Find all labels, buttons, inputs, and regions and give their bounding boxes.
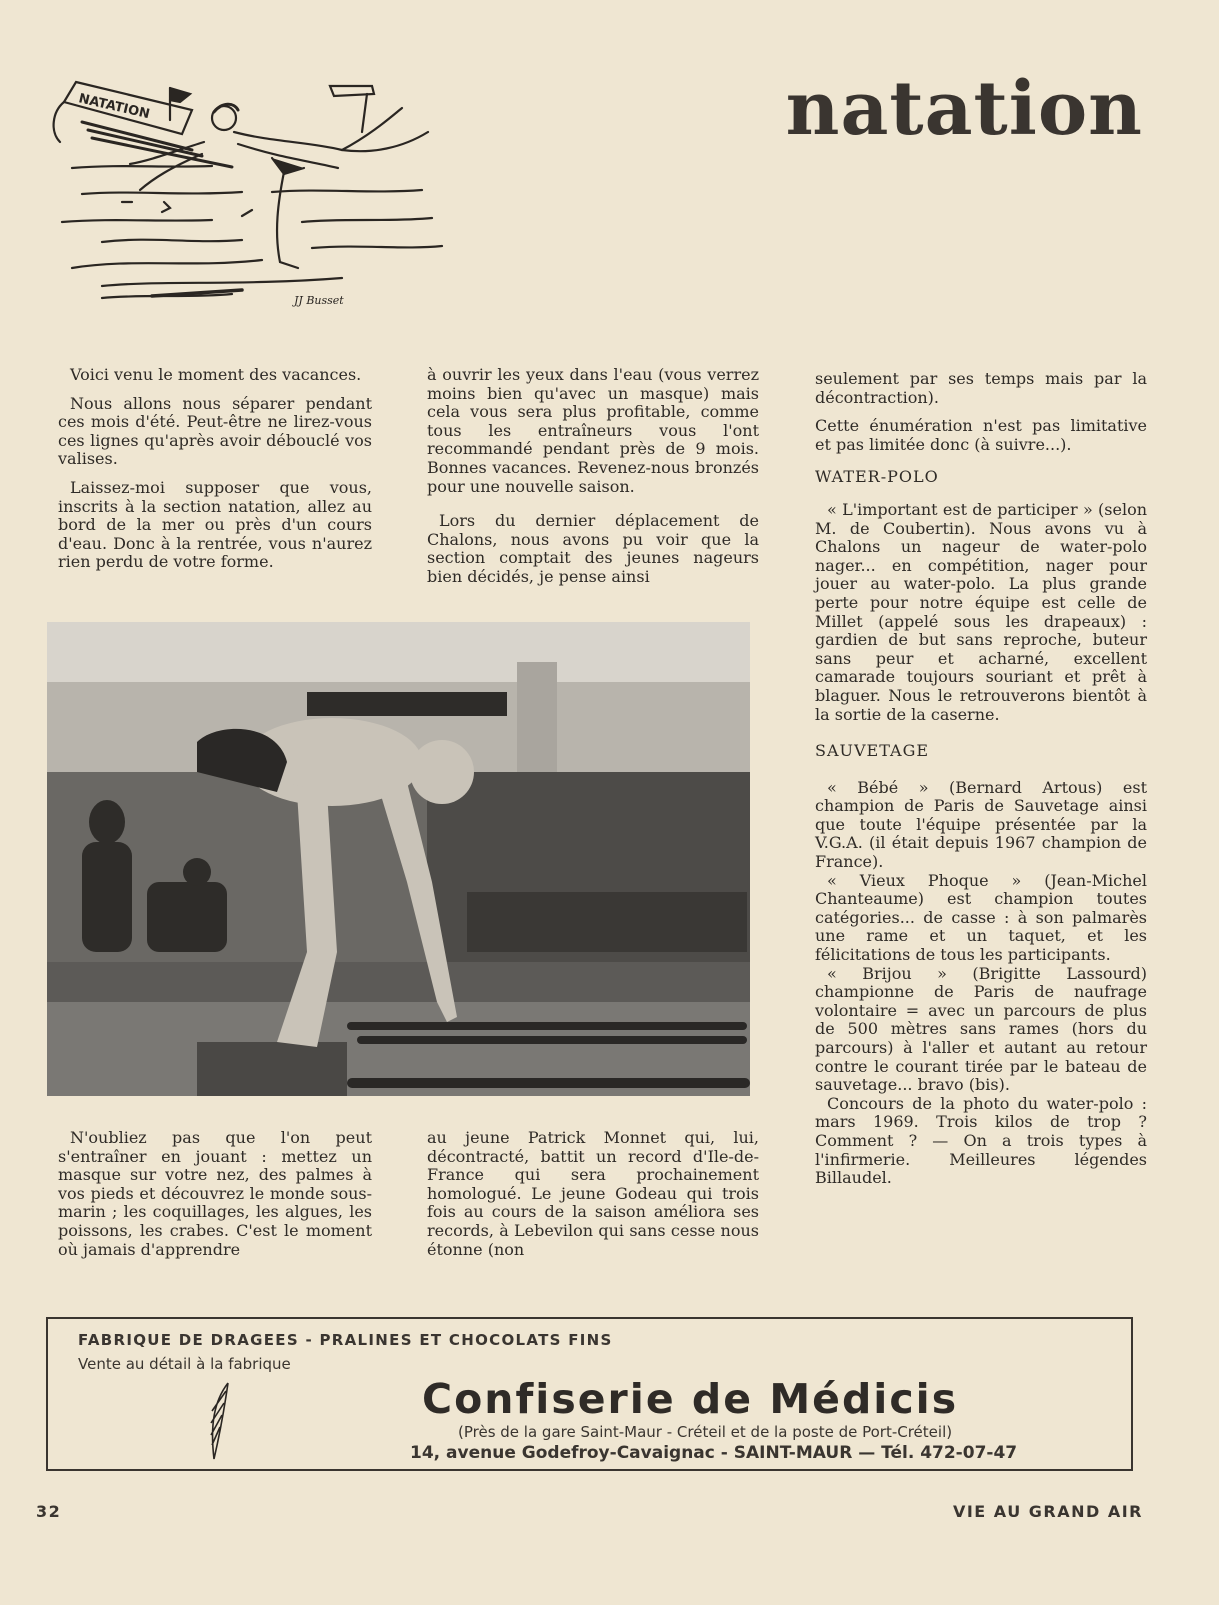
feather-icon	[206, 1381, 236, 1463]
ad-company-name: Confiserie de Médicis	[422, 1375, 959, 1423]
ad-retail-line: Vente au détail à la fabrique	[78, 1355, 291, 1373]
column-3	[815, 370, 1147, 1188]
column-2-bottom	[427, 1129, 759, 1259]
paragraph: « Vieux Phoque » (Jean-Michel Chanteaume) est champion toutes catégories... de casse : à son palmarès une rame et un taquet, et les félicitations de tous les participants.	[815, 870, 1147, 965]
page-number: 32	[36, 1502, 62, 1521]
paragraph: seulement par ses temps mais par la décontraction).	[815, 369, 1147, 407]
paragraph: au jeune Patrick Monnet qui, lui, décontracté, battit un record d'Ile-de-France qui sera prochainement homologué. Le jeune Godeau qui trois fois au cours de la saison améliora ses records, à Lebevilon qui sans cesse nous étonne (non	[427, 1128, 759, 1259]
paragraph: à ouvrir les yeux dans l'eau (vous verrez moins bien qu'avec un masque) mais cela vous sera plus profitable, comme tous les entraîneurs vous l'ont recommandé pendant près de 9 mois. Bonnes vacances. Revenez-nous bronzés pour une nouvelle saison.	[427, 365, 759, 496]
subheading-sauvetage: SAUVETAGE	[815, 741, 930, 761]
advertisement-box	[46, 1317, 1133, 1471]
paragraph: « Brijou » (Brigitte Lassourd) championne de Paris de naufrage volontaire = avec un parcours de plus de 500 mètres sans rames (hors du parcours) à l'aller et autant au retour contre le courant tirée par le bateau de sauvetage... bravo (bis).	[815, 963, 1147, 1095]
paragraph: N'oubliez pas que l'on peut s'entraîner en jouant : mettez un masque sur votre nez, des palmes à vos pieds et découvrez le monde sous-marin ; les coquillages, les algues, les poissons, les crabes. C'est le moment où jamais d'apprendre	[58, 1128, 372, 1259]
paragraph: « L'important est de participer » (selon M. de Coubertin). Nous avons vu à Chalons un nageur de water-polo nager... en compétition, nager pour jouer au water-polo. La plus grande perte pour notre équipe est celle de Millet (appelé sous les drapeaux) : gardien de but sans reproche, buteur sans peur et acharné, excellent camarade toujours souriant et prêt à blaguer. Nous le retrouverons bientôt à la sortie de la caserne.	[815, 499, 1147, 724]
paragraph: Voici venu le moment des vacances.	[70, 365, 362, 384]
page-title: natation	[785, 66, 1143, 152]
paragraph: Concours de la photo du water-polo : mars 1969. Trois kilos de trop ? Comment ? — On a trois types à l'infirmerie. Meilleures légendes Billaudel.	[815, 1093, 1147, 1188]
ad-location-line: (Près de la gare Saint-Maur - Créteil et de la poste de Port-Créteil)	[458, 1423, 953, 1441]
column-1-bottom	[58, 1129, 372, 1259]
magazine-name: VIE AU GRAND AIR	[952, 1502, 1143, 1521]
ad-products-line: FABRIQUE DE DRAGEES - PRALINES ET CHOCOLATS FINS	[78, 1331, 613, 1349]
paragraph: « Bébé » (Bernard Artous) est champion de Paris de Sauvetage ainsi que toute l'équipe présentée par la V.G.A. (il était depuis 1967 champion de France).	[815, 777, 1147, 872]
paragraph: Nous allons nous séparer pendant ces mois d'été. Peut-être ne lirez-vous ces lignes qu'après avoir débouclé vos valises.	[58, 393, 372, 469]
swimmer-cartoon-illustration	[42, 72, 454, 317]
column-1-top	[58, 366, 372, 572]
banner-sign-text: NATATION	[77, 91, 152, 123]
column-2-top	[427, 366, 759, 587]
ad-address-line: 14, avenue Godefroy-Cavaignac - SAINT-MAUR — Tél. 472-07-47	[410, 1443, 1018, 1463]
subheading-water-polo: WATER-POLO	[815, 467, 939, 487]
paragraph: Laissez-moi supposer que vous, inscrits à la section natation, allez au bord de la mer ou près d'un cours d'eau. Donc à la rentrée, vous n'aurez rien perdu de votre forme.	[58, 477, 372, 572]
swimmer-starting-block-photo	[47, 622, 750, 1096]
paragraph: Cette énumération n'est pas limitative et pas limitée donc (à suivre...).	[815, 416, 1147, 454]
paragraph: Lors du dernier déplacement de Chalons, nous avons pu voir que la section comptait des jeunes nageurs bien décidés, je pense ainsi	[427, 511, 759, 586]
artist-signature: JJ Busset	[294, 294, 344, 307]
